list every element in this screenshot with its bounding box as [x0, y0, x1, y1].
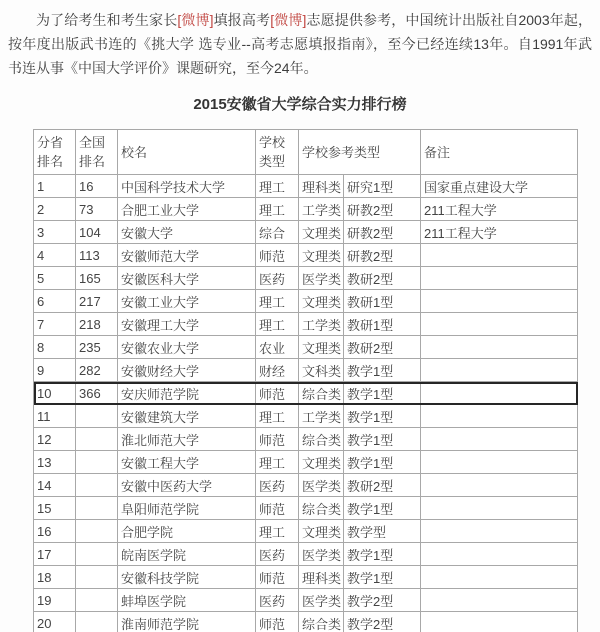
- cell-note: 国家重点建设大学: [421, 175, 578, 198]
- cell-ref-type-grade: 研究1型: [344, 175, 421, 198]
- cell-school-type: 理工: [256, 520, 299, 543]
- ranking-table: [33, 129, 578, 632]
- table-row: [34, 497, 578, 520]
- intro-text-segment: 填报高考: [213, 12, 271, 28]
- cell-note: [421, 566, 578, 589]
- cell-note: [421, 313, 578, 336]
- cell-note: [421, 267, 578, 290]
- cell-national-rank: 218: [76, 313, 118, 336]
- cell-school-type: 理工: [256, 175, 299, 198]
- cell-ref-type-grade: 教学1型: [344, 405, 421, 428]
- cell-note: [421, 612, 578, 632]
- weibo-link[interactable]: [微博]: [270, 12, 307, 28]
- table-row: [34, 267, 578, 290]
- cell-national-rank: 104: [76, 221, 118, 244]
- cell-ref-type-grade: 教学型: [344, 520, 421, 543]
- cell-note: [421, 382, 578, 405]
- cell-ref-type-grade: 教研2型: [344, 474, 421, 497]
- cell-note: [421, 244, 578, 267]
- table-row: [34, 175, 578, 198]
- cell-school-name: 皖南医学院: [118, 543, 256, 566]
- cell-ref-type-category: 理科类: [299, 566, 344, 589]
- cell-ref-type-grade: 教学1型: [344, 382, 421, 405]
- cell-province-rank: 1: [34, 175, 76, 198]
- cell-national-rank: 16: [76, 175, 118, 198]
- cell-ref-type-category: 文理类: [299, 451, 344, 474]
- cell-ref-type-grade: 教学1型: [344, 497, 421, 520]
- cell-school-name: 淮北师范大学: [118, 428, 256, 451]
- cell-ref-type-grade: 研教2型: [344, 198, 421, 221]
- table-row: [34, 566, 578, 589]
- table-row: [34, 382, 578, 405]
- cell-note: [421, 428, 578, 451]
- cell-ref-type-grade: 研教2型: [344, 221, 421, 244]
- cell-national-rank: 165: [76, 267, 118, 290]
- header-note: 备注: [421, 130, 578, 175]
- cell-national-rank: [76, 589, 118, 612]
- intro-text-segment: 为了给考生和考生家长: [36, 12, 178, 28]
- cell-national-rank: [76, 566, 118, 589]
- cell-school-type: 医药: [256, 267, 299, 290]
- cell-ref-type-grade: 教学1型: [344, 359, 421, 382]
- cell-school-type: 理工: [256, 313, 299, 336]
- cell-note: [421, 336, 578, 359]
- cell-note: [421, 589, 578, 612]
- cell-note: [421, 520, 578, 543]
- cell-national-rank: 282: [76, 359, 118, 382]
- cell-ref-type-category: 工学类: [299, 313, 344, 336]
- cell-province-rank: 5: [34, 267, 76, 290]
- cell-note: [421, 451, 578, 474]
- cell-school-type: 医药: [256, 474, 299, 497]
- table-row: [34, 612, 578, 632]
- cell-national-rank: 113: [76, 244, 118, 267]
- cell-ref-type-category: 理科类: [299, 175, 344, 198]
- cell-province-rank: 11: [34, 405, 76, 428]
- cell-note: 211工程大学: [421, 221, 578, 244]
- cell-national-rank: 217: [76, 290, 118, 313]
- cell-ref-type-grade: 教学1型: [344, 428, 421, 451]
- cell-school-type: 理工: [256, 290, 299, 313]
- cell-national-rank: 366: [76, 382, 118, 405]
- cell-school-name: 中国科学技术大学: [118, 175, 256, 198]
- cell-ref-type-grade: 教研2型: [344, 267, 421, 290]
- cell-ref-type-category: 医学类: [299, 543, 344, 566]
- cell-school-type: 农业: [256, 336, 299, 359]
- cell-school-type: 医药: [256, 589, 299, 612]
- cell-national-rank: [76, 405, 118, 428]
- cell-province-rank: 19: [34, 589, 76, 612]
- cell-province-rank: 20: [34, 612, 76, 632]
- cell-ref-type-grade: 教研2型: [344, 336, 421, 359]
- cell-ref-type-category: 综合类: [299, 382, 344, 405]
- header-school-name: 校名: [118, 130, 256, 175]
- table-row: [34, 336, 578, 359]
- cell-ref-type-grade: 教学1型: [344, 543, 421, 566]
- cell-ref-type-category: 工学类: [299, 198, 344, 221]
- cell-ref-type-category: 医学类: [299, 589, 344, 612]
- cell-school-name: 安徽工业大学: [118, 290, 256, 313]
- cell-national-rank: [76, 428, 118, 451]
- cell-note: [421, 497, 578, 520]
- cell-school-name: 安徽中医药大学: [118, 474, 256, 497]
- cell-ref-type-category: 医学类: [299, 474, 344, 497]
- table-body: [34, 175, 578, 632]
- cell-national-rank: 235: [76, 336, 118, 359]
- cell-ref-type-category: 文理类: [299, 221, 344, 244]
- cell-school-name: 淮南师范学院: [118, 612, 256, 632]
- cell-note: [421, 359, 578, 382]
- cell-national-rank: [76, 612, 118, 632]
- cell-province-rank: 7: [34, 313, 76, 336]
- cell-province-rank: 16: [34, 520, 76, 543]
- cell-province-rank: 3: [34, 221, 76, 244]
- cell-school-type: 医药: [256, 543, 299, 566]
- cell-province-rank: 13: [34, 451, 76, 474]
- cell-ref-type-category: 文理类: [299, 520, 344, 543]
- cell-school-type: 师范: [256, 244, 299, 267]
- cell-ref-type-grade: 研教2型: [344, 244, 421, 267]
- cell-school-name: 蚌埠医学院: [118, 589, 256, 612]
- table-row: [34, 313, 578, 336]
- cell-note: 211工程大学: [421, 198, 578, 221]
- weibo-link[interactable]: [微博]: [177, 12, 214, 28]
- intro-text-segment: 志愿提供参考，中国统计出版社自2003年起，按年度出版武书连的《挑大学 选专业--高考志愿填报指南》，至今已经连续13年。自1991年武书连从事《中国大学评价》课题研究，至今24年。: [8, 12, 593, 76]
- table-row: [34, 221, 578, 244]
- cell-school-name: 安徽农业大学: [118, 336, 256, 359]
- table-row: [34, 474, 578, 497]
- cell-ref-type-category: 文理类: [299, 336, 344, 359]
- cell-ref-type-grade: 教学1型: [344, 566, 421, 589]
- cell-school-name: 安徽大学: [118, 221, 256, 244]
- table-row: [34, 589, 578, 612]
- cell-school-name: 安徽医科大学: [118, 267, 256, 290]
- cell-school-name: 安徽科技学院: [118, 566, 256, 589]
- cell-ref-type-category: 综合类: [299, 612, 344, 632]
- cell-school-type: 综合: [256, 221, 299, 244]
- cell-national-rank: [76, 451, 118, 474]
- table-row: [34, 290, 578, 313]
- cell-province-rank: 2: [34, 198, 76, 221]
- cell-province-rank: 15: [34, 497, 76, 520]
- table-row: [34, 405, 578, 428]
- cell-ref-type-grade: 教研1型: [344, 290, 421, 313]
- table-row: [34, 198, 578, 221]
- cell-ref-type-category: 文科类: [299, 359, 344, 382]
- cell-note: [421, 290, 578, 313]
- cell-ref-type-grade: 教学1型: [344, 451, 421, 474]
- cell-school-type: 师范: [256, 382, 299, 405]
- table-row: [34, 244, 578, 267]
- cell-ref-type-category: 工学类: [299, 405, 344, 428]
- cell-ref-type-grade: 教学2型: [344, 612, 421, 632]
- header-national-rank: 全国排名: [76, 130, 118, 175]
- cell-school-name: 阜阳师范学院: [118, 497, 256, 520]
- cell-ref-type-category: 综合类: [299, 428, 344, 451]
- cell-national-rank: 73: [76, 198, 118, 221]
- page-title: 2015安徽省大学综合实力排行榜: [193, 96, 407, 113]
- cell-school-name: 安徽工程大学: [118, 451, 256, 474]
- header-school-type: 学校类型: [256, 130, 299, 175]
- header-reference-type: 学校参考类型: [299, 130, 421, 175]
- cell-national-rank: [76, 474, 118, 497]
- table-row: [34, 451, 578, 474]
- table-header-row: [34, 130, 578, 175]
- cell-school-name: 安徽建筑大学: [118, 405, 256, 428]
- cell-note: [421, 474, 578, 497]
- cell-province-rank: 10: [34, 382, 76, 405]
- cell-school-name: 安庆师范学院: [118, 382, 256, 405]
- cell-ref-type-category: 文理类: [299, 244, 344, 267]
- cell-ref-type-category: 医学类: [299, 267, 344, 290]
- cell-school-type: 师范: [256, 612, 299, 632]
- cell-school-name: 安徽财经大学: [118, 359, 256, 382]
- cell-note: [421, 405, 578, 428]
- cell-school-name: 合肥工业大学: [118, 198, 256, 221]
- cell-province-rank: 17: [34, 543, 76, 566]
- cell-ref-type-category: 文理类: [299, 290, 344, 313]
- table-row: [34, 543, 578, 566]
- cell-province-rank: 4: [34, 244, 76, 267]
- cell-ref-type-grade: 教研1型: [344, 313, 421, 336]
- cell-province-rank: 18: [34, 566, 76, 589]
- cell-province-rank: 6: [34, 290, 76, 313]
- table-row: [34, 359, 578, 382]
- cell-school-type: 师范: [256, 566, 299, 589]
- cell-school-name: 安徽理工大学: [118, 313, 256, 336]
- cell-school-type: 理工: [256, 198, 299, 221]
- cell-school-type: 财经: [256, 359, 299, 382]
- header-province-rank: 分省排名: [34, 130, 76, 175]
- table-row: [34, 520, 578, 543]
- cell-school-type: 理工: [256, 405, 299, 428]
- cell-national-rank: [76, 497, 118, 520]
- cell-school-type: 理工: [256, 451, 299, 474]
- cell-province-rank: 12: [34, 428, 76, 451]
- cell-note: [421, 543, 578, 566]
- cell-school-name: 安徽师范大学: [118, 244, 256, 267]
- cell-school-name: 合肥学院: [118, 520, 256, 543]
- table-row: [34, 428, 578, 451]
- cell-ref-type-grade: 教学2型: [344, 589, 421, 612]
- cell-province-rank: 8: [34, 336, 76, 359]
- cell-national-rank: [76, 520, 118, 543]
- cell-school-type: 师范: [256, 497, 299, 520]
- cell-province-rank: 9: [34, 359, 76, 382]
- cell-school-type: 师范: [256, 428, 299, 451]
- cell-national-rank: [76, 543, 118, 566]
- cell-ref-type-category: 综合类: [299, 497, 344, 520]
- cell-province-rank: 14: [34, 474, 76, 497]
- intro-paragraph: [8, 8, 592, 80]
